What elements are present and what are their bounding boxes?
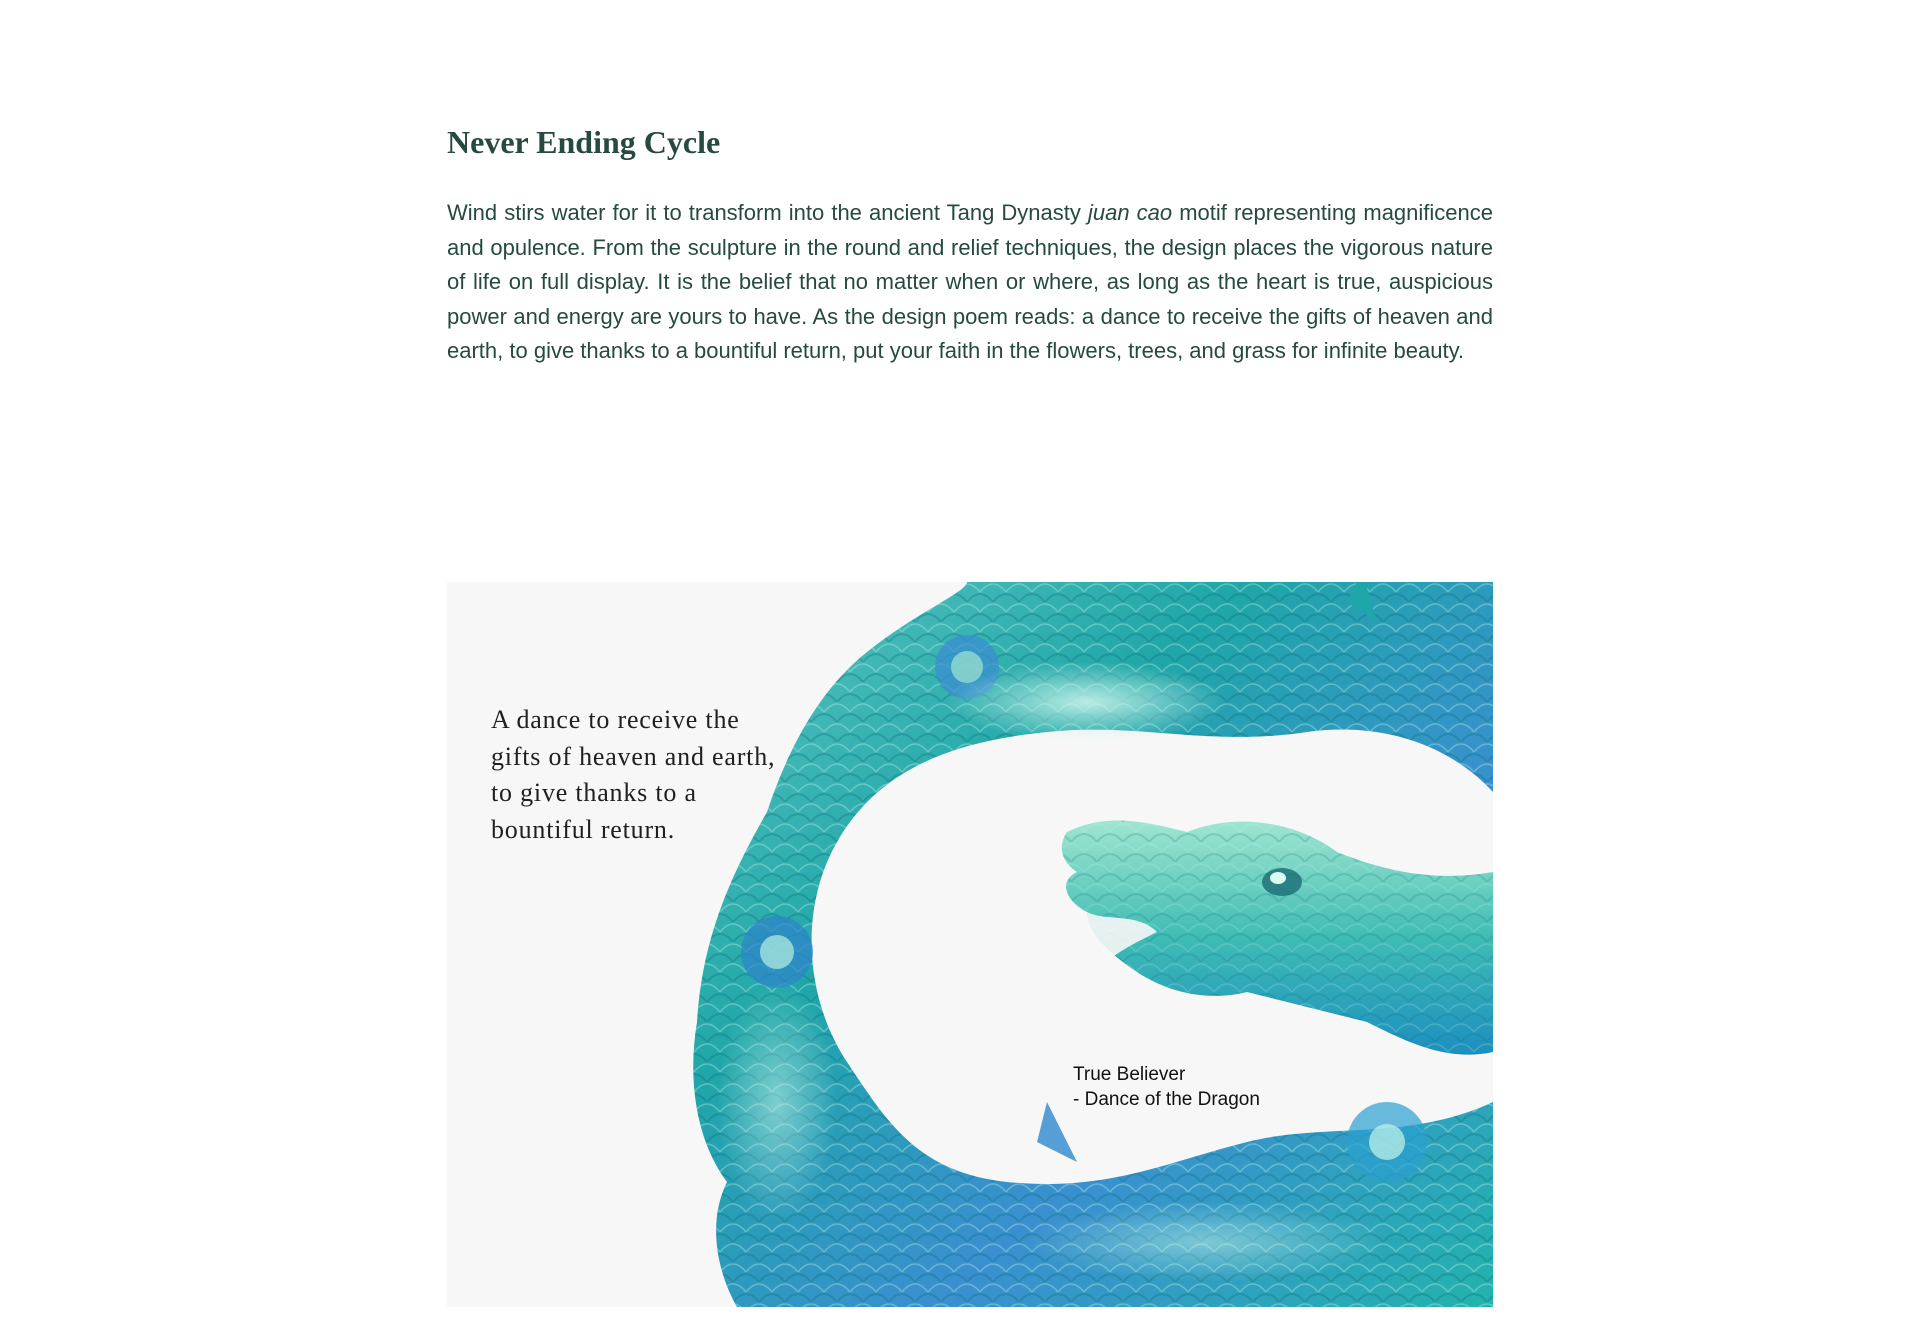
poem-line-4: bountiful return. (491, 814, 676, 844)
article-body-intro: Wind stirs water for it to transform into the ancient Tang Dynasty (447, 200, 1088, 225)
poem-line-1: A dance to receive the (491, 705, 740, 734)
poem-line-2: gifts of heaven and earth, (491, 741, 776, 771)
caption-product-subtitle: - Dance of the Dragon (1073, 1089, 1260, 1110)
caption-product-name: True Believer (1073, 1064, 1186, 1085)
poem-line-3: to give thanks to a (491, 778, 697, 807)
poem-quote (491, 702, 811, 848)
feature-banner (447, 582, 1493, 1307)
article-section (447, 118, 1493, 369)
product-caption (1073, 1062, 1260, 1112)
article-body (447, 196, 1493, 369)
article-body-italic-term: juan cao (1087, 200, 1173, 225)
article-body-rest: motif representing magnificence and opulence. From the sculpture in the round and relief techniques, the design places the vigorous nature of life on full display. It is the belief that no matter when or where, as long as the heart is true, auspicious power and energy are yours to have. As the design poem reads: a dance to receive the gifts of heaven and earth, to give thanks to a bountiful return, put your faith in the flowers, trees, and grass for infinite beauty. (447, 200, 1493, 363)
dragon-sculpture-image (447, 582, 1493, 1307)
article-title: Never Ending Cycle (447, 124, 721, 160)
